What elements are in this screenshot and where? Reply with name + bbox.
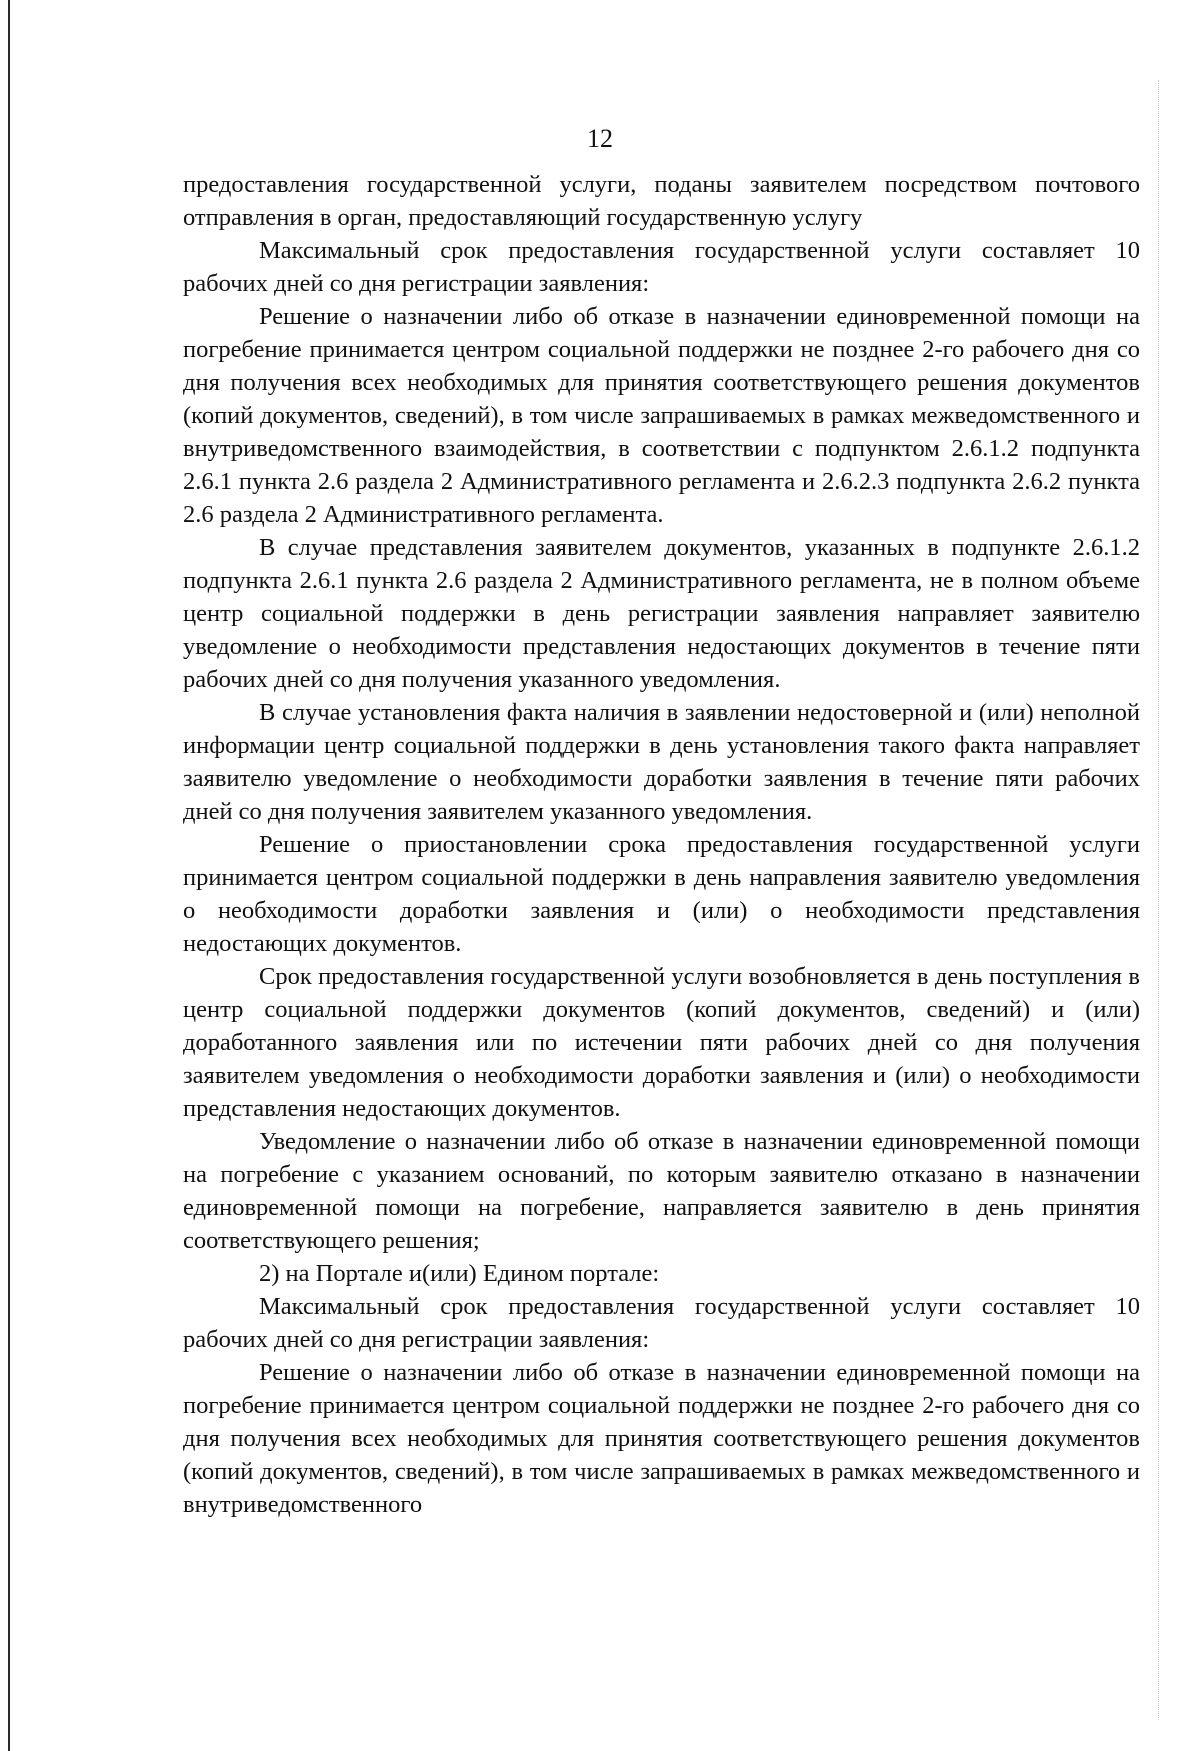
paragraph: В случае установления факта наличия в заявлении недостоверной и (или) неполной информации центр социальной поддержки в день установления такого факта направляет заявителю уведомление о необходимости доработки заявления в течение пяти рабочих дней со дня получения заявителем указанного уведомления. bbox=[183, 699, 1140, 825]
paragraph: Решение о назначении либо об отказе в назначении единовременной помощи на погребение принимается центром социальной поддержки не позднее 2-го рабочего дня со дня получения всех необходимых для принятия соответствующего решения документов (копий документов, сведений), в том числе запрашиваемых в рамках межведомственного и внутриведомственного взаимодействия, в соответствии с подпунктом 2.6.1.2 подпункта 2.6.1 пункта 2.6 раздела 2 Административного регламента и 2.6.2.3 подпункта 2.6.2 пункта 2.6 раздела 2 Административного регламента. bbox=[183, 303, 1140, 528]
paragraph: 2) на Портале и(или) Едином портале: bbox=[259, 1260, 660, 1287]
page-number: 12 bbox=[587, 124, 613, 153]
scan-margin-dots bbox=[1158, 80, 1159, 1720]
paragraph: В случае представления заявителем документов, указанных в подпункте 2.6.1.2 подпункта 2.6.1 пункта 2.6 раздела 2 Административного регламента, не в полном объеме центр социальной поддержки в день регистрации заявления направляет заявителю уведомление о необходимости представления недостающих документов в течение пяти рабочих дней со дня получения указанного уведомления. bbox=[183, 534, 1140, 693]
paragraph: Максимальный срок предоставления государственной услуги составляет 10 рабочих дней со дня регистрации заявления: bbox=[183, 237, 1140, 297]
paragraph: Решение о приостановлении срока предоставления государственной услуги принимается центром социальной поддержки в день направления заявителю уведомления о необходимости доработки заявления и (или) о необходимости представления недостающих документов. bbox=[183, 831, 1140, 957]
paragraph: Срок предоставления государственной услуги возобновляется в день поступления в центр социальной поддержки документов (копий документов, сведений) и (или) доработанного заявления или по истечении пяти рабочих дней со дня получения заявителем уведомления о необходимости доработки заявления и (или) о необходимости представления недостающих документов. bbox=[183, 963, 1140, 1122]
paragraph-continuation: предоставления государственной услуги, поданы заявителем посредством почтового отправления в орган, предоставляющий государственную услугу bbox=[183, 171, 1140, 231]
paragraph: Решение о назначении либо об отказе в назначении единовременной помощи на погребение принимается центром социальной поддержки не позднее 2-го рабочего дня со дня получения всех необходимых для принятия соответствующего решения документов (копий документов, сведений), в том числе запрашиваемых в рамках межведомственного и внутриведомственного bbox=[183, 1359, 1140, 1518]
scan-edge-line bbox=[8, 0, 10, 1751]
body-text bbox=[183, 168, 1140, 1521]
paragraph: Уведомление о назначении либо об отказе в назначении единовременной помощи на погребение с указанием оснований, по которым заявителю отказано в назначении единовременной помощи на погребение, направляется заявителю в день принятия соответствующего решения; bbox=[183, 1128, 1140, 1254]
paragraph: Максимальный срок предоставления государственной услуги составляет 10 рабочих дней со дня регистрации заявления: bbox=[183, 1293, 1140, 1353]
